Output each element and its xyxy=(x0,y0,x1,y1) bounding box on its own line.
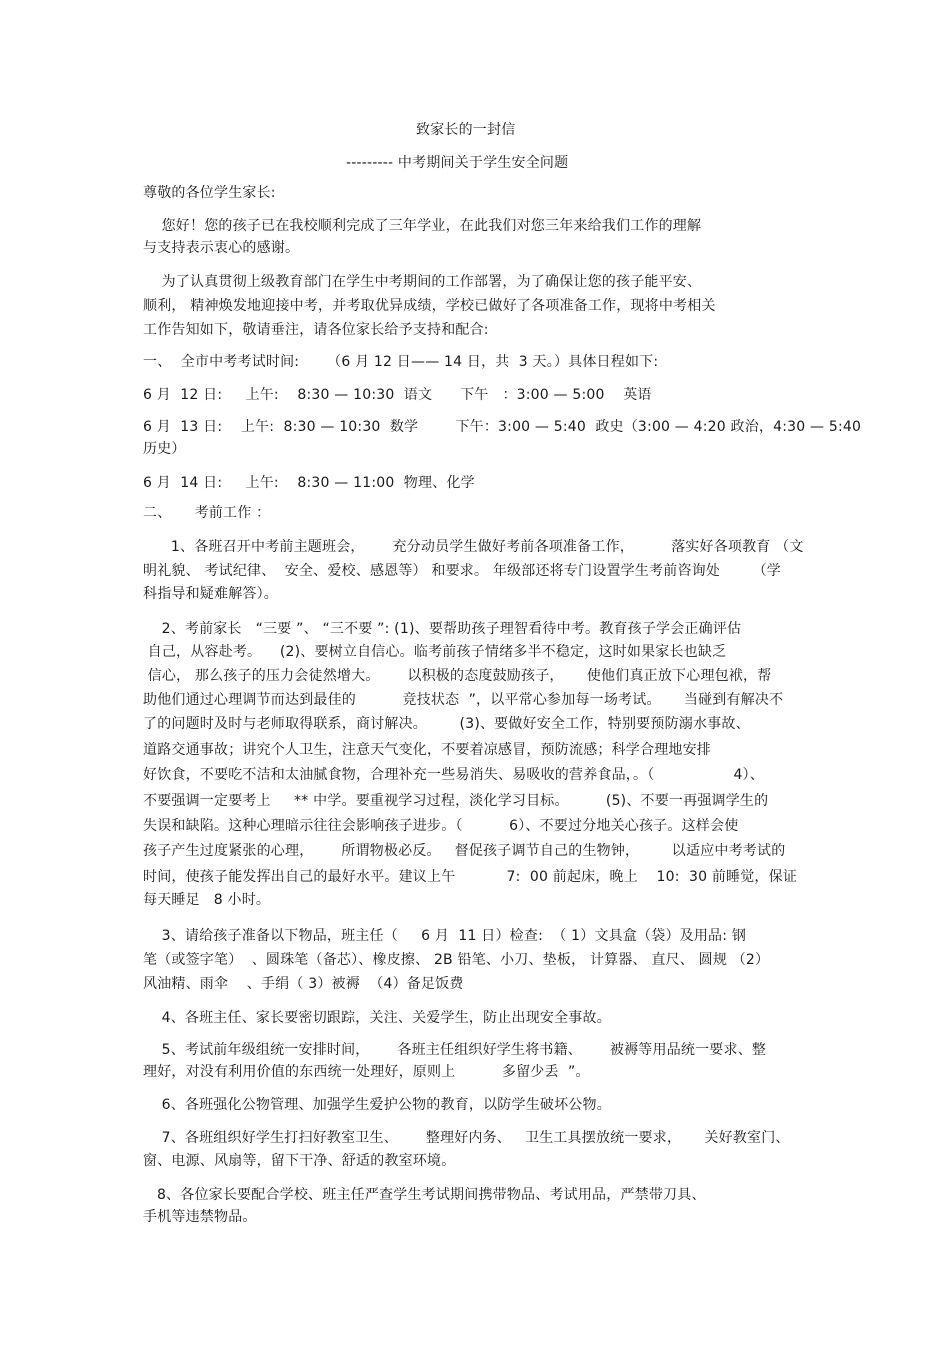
item2-line: 2、考前家长 “三要 ”、 “三不要 ”: (1)、要帮助孩子理智看待中考。教育孩子学会正确评估 xyxy=(143,621,742,637)
item2-line: 信心， 那么孩子的压力会徒然增大。 以积极的态度鼓励孩子， 使他们真正放下心理包袱，帮 xyxy=(143,668,772,684)
item8-line: 手机等违禁物品。 xyxy=(143,1209,257,1225)
item5-line: 理好，对没有利用价值的东西统一处理好，原则上 多留少丢 ”。 xyxy=(143,1064,590,1080)
item7-line: 7、各班组织好学生打扫好教室卫生、 整理好内务、 卫生工具摆放统一要求， 关好教室门、 xyxy=(143,1130,790,1146)
item2-line: 时间，使孩子能发挥出自己的最好水平。建议上午 7: 00 前起床，晚上 10: 30 前睡觉，保证 xyxy=(143,869,798,885)
section1-heading: 一、 全市中考考试时间: （6 月 12 日—— 14 日，共 3 天。）具体日程如下: xyxy=(143,354,659,370)
purpose-line: 顺利， 精神焕发地迎接中考，并考取优异成绩，学校已做好了各项准备工作，现将中考相关 xyxy=(143,298,716,314)
item2-line: 不要强调一定要考上 ** 中学。要重视学习过程，淡化学习目标。 (5)、不要一再强调学生的 xyxy=(143,793,769,809)
item2-line: 孩子产生过度紧张的心理， 所谓物极必反。 督促孩子调节自己的生物钟， 以适应中考考试的 xyxy=(143,843,786,859)
item2-line: 失误和缺陷。这种心理暗示往往会影响孩子进步。（ 6）、不要过分地关心孩子。这样会使 xyxy=(143,818,739,834)
purpose-line: 工作告知如下，敬请垂注，请各位家长给予支持和配合: xyxy=(143,322,489,338)
item4-line: 4、各班主任、家长要密切跟踪，关注、关爱学生，防止出现安全事故。 xyxy=(143,1010,611,1026)
item5-line: 5、考试前年级组统一安排时间， 各班主任组织好学生将书籍、 被褥等用品统一要求、整 xyxy=(143,1042,767,1058)
exam-day-2: 6 月 13 日: 上午: 8:30 — 10:30 数学 下午：3:00 — 5:40 政史（3:00 — 4:20 政治，4:30 — 5:40 xyxy=(143,419,862,435)
salutation: 尊敬的各位学生家长: xyxy=(143,185,276,201)
item1-line: 明礼貌、 考试纪律、 安全、爱校、感恩等） 和要求。 年级部还将专门设置学生考前咨询处 （学 xyxy=(143,563,781,579)
item2-line: 道路交通事故；讲究个人卫生，注意天气变化，不要着凉感冒，预防流感；科学合理地安排 xyxy=(143,742,711,758)
item8-line: 8、各位家长要配合学校、班主任严查学生考试期间携带物品、考试用品，严禁带刀具、 xyxy=(143,1187,706,1203)
exam-day-2: 历史） xyxy=(143,441,186,457)
item2-line: 了的问题时及时与老师取得联系，商讨解决。 (3)、要做好安全工作，特别要预防溺水事故、 xyxy=(143,716,750,732)
item1-line: 1、各班召开中考前主题班会， 充分动员学生做好考前各项准备工作， 落实好各项教育 （文 xyxy=(143,539,804,555)
letter-subtitle: --------- 中考期间关于学生安全问题 xyxy=(346,155,569,171)
exam-day-3: 6 月 14 日: 上午: 8:30 — 11:00 物理、化学 xyxy=(143,475,475,491)
intro-line: 与支持表示衷心的感谢。 xyxy=(143,240,300,256)
item7-line: 窗、电源、风扇等，留下干净、舒适的教室环境。 xyxy=(143,1153,456,1169)
item2-line: 每天睡足 8 小时。 xyxy=(143,892,271,908)
item2-line: 好饮食，不要吃不洁和太油腻食物，合理补充一些易消失、易吸收的营养食品，。（ 4）、 xyxy=(143,767,764,783)
exam-day-1: 6 月 12 日: 上午: 8:30 — 10:30 语文 下午 ：3:00 — 5:00 英语 xyxy=(143,387,652,403)
section2-heading: 二、 考前工作 ： xyxy=(143,505,271,521)
item2-line: 助他们通过心理调节而达到最佳的 竞技状态 ”，以平常心参加每一场考试。 当碰到有解决不 xyxy=(143,692,784,708)
purpose-line: 为了认真贯彻上级教育部门在学生中考期间的工作部署，为了确保让您的孩子能平安、 xyxy=(143,274,702,290)
item3-line: 笔（或签字笔） 、圆珠笔（备芯）、橡皮擦、 2B 铅笔、小刀、垫板， 计算器、 直尺、 圆规 （2） xyxy=(143,952,770,968)
item3-line: 风油精、雨伞 、手绢（ 3）被褥 （4）备足饭费 xyxy=(143,976,464,992)
letter-title: 致家长的一封信 xyxy=(416,122,516,138)
item2-line: 自己，从容赴考。 (2)、要树立自信心。临考前孩子情绪多半不稳定，这时如果家长也缺乏 xyxy=(143,644,727,660)
item6-line: 6、各班强化公物管理、加强学生爱护公物的教育，以防学生破坏公物。 xyxy=(143,1097,611,1113)
item1-line: 科指导和疑难解答）。 xyxy=(143,586,278,602)
item3-line: 3、请给孩子准备以下物品，班主任（ 6 月 11 日）检查: （ 1）文具盒（袋）及用品: 钢 xyxy=(143,928,747,944)
intro-line: 您好！您的孩子已在我校顺利完成了三年学业，在此我们对您三年来给我们工作的理解 xyxy=(143,218,702,234)
